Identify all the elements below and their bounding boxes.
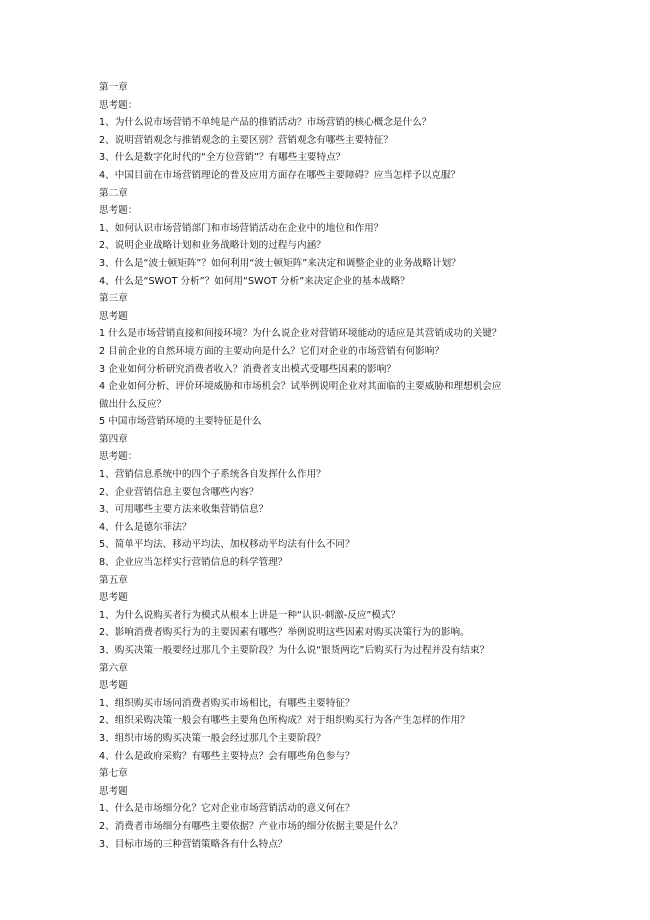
question-item: 2、消费者市场细分有哪些主要依据？产业市场的细分依据主要是什么？ — [99, 820, 403, 832]
question-item: 5 中国市场营销环境的主要特征是什么 — [99, 416, 262, 428]
question-item: 1、为什么说市场营销不单纯是产品的推销活动？市场营销的核心概念是什么？ — [99, 117, 432, 129]
questions-label: 思考题 — [99, 785, 128, 797]
question-item: 4、什么是德尔菲法？ — [99, 521, 192, 533]
question-item: 3 企业如何分析研究消费者收入？消费者支出模式受哪些因素的影响？ — [99, 363, 396, 375]
chapter-2-heading: 第二章 — [99, 187, 128, 199]
chapter-7-heading: 第七章 — [99, 768, 128, 780]
question-item: 1、为什么说购买者行为模式从根本上讲是一种“认识-刺激-反应”模式？ — [99, 609, 401, 621]
question-item: 1、营销信息系统中的四个子系统各自发挥什么作用？ — [99, 469, 326, 481]
question-item: 1、组织购买市场同消费者购买市场相比，有哪些主要特征？ — [99, 697, 355, 709]
questions-label: 思考题： — [99, 99, 138, 111]
question-item: 1、如何认识市场营销部门和市场营销活动在企业中的地位和作用？ — [99, 222, 384, 234]
question-item: 2、说明企业战略计划和业务战略计划的过程与内涵？ — [99, 240, 326, 252]
question-item: 2、企业营销信息主要包含哪些内容？ — [99, 486, 259, 498]
question-item: 5、简单平均法、移动平均法、加权移动平均法有什么不同？ — [99, 539, 355, 551]
question-item: 3、什么是数字化时代的“全方位营销”？有哪些主要特点？ — [99, 152, 346, 164]
document-body — [99, 79, 569, 853]
questions-label: 思考题 — [99, 680, 128, 692]
question-item-continuation: 做出什么反应？ — [99, 398, 167, 410]
chapter-6-heading: 第六章 — [99, 662, 128, 674]
questions-label: 思考题 — [99, 592, 128, 604]
question-item: 2 目前企业的自然环境方面的主要动向是什么？它们对企业的市场营销有何影响？ — [99, 345, 444, 357]
question-item: 3、购买决策一般要经过那几个主要阶段？为什么说“银货两讫”后购买行为过程并没有结束？ — [99, 645, 490, 656]
question-item: 2、组织采购决策一般会有哪些主要角色所构成？对于组织购买行为各产生怎样的作用？ — [99, 715, 470, 727]
question-item: 1 什么是市场营销直接和间接环境？为什么说企业对营销环境能动的适应是其营销成功的关键？ — [99, 328, 502, 340]
questions-label: 思考题： — [99, 205, 138, 217]
question-item: 2、影响消费者购买行为的主要因素有哪些？举例说明这些因素对购买决策行为的影响。 — [99, 627, 470, 639]
chapter-1-heading: 第一章 — [99, 82, 128, 93]
question-item: 1、什么是市场细分化？它对企业市场营销活动的意义何在？ — [99, 803, 355, 815]
questions-label: 思考题 — [99, 310, 128, 322]
question-item: 3、可用哪些主要方法来收集营销信息？ — [99, 504, 269, 516]
chapter-5-heading: 第五章 — [99, 574, 128, 586]
question-item: 4 企业如何分析、评价环境威胁和市场机会？试举例说明企业对其面临的主要威胁和理想机会应 — [99, 381, 502, 393]
questions-label: 思考题： — [99, 451, 138, 463]
question-item: 4、什么是政府采购？有哪些主要特点？会有哪些角色参与？ — [99, 750, 355, 762]
question-item: 3、什么是“波士顿矩阵”？如何利用“波士顿矩阵”来决定和调整企业的业务战略计划？ — [99, 257, 461, 269]
question-item: 2、说明营销观念与推销观念的主要区别？营销观念有哪些主要特征？ — [99, 134, 393, 146]
chapter-3-heading: 第三章 — [99, 293, 128, 305]
question-item: 3、组织市场的购买决策一般会经过那几个主要阶段？ — [99, 732, 326, 744]
question-item: 8、企业应当怎样实行营销信息的科学管理？ — [99, 557, 288, 569]
chapter-4-heading: 第四章 — [99, 433, 128, 445]
question-item: 3、目标市场的三种营销策略各有什么特点？ — [99, 838, 288, 850]
question-item: 4、什么是“SWOT 分析”？如何用“SWOT 分析”来决定企业的基本战略？ — [99, 275, 410, 287]
question-item: 4、中国目前在市场营销理论的普及应用方面存在哪些主要障碍？应当怎样予以克服？ — [99, 169, 461, 181]
